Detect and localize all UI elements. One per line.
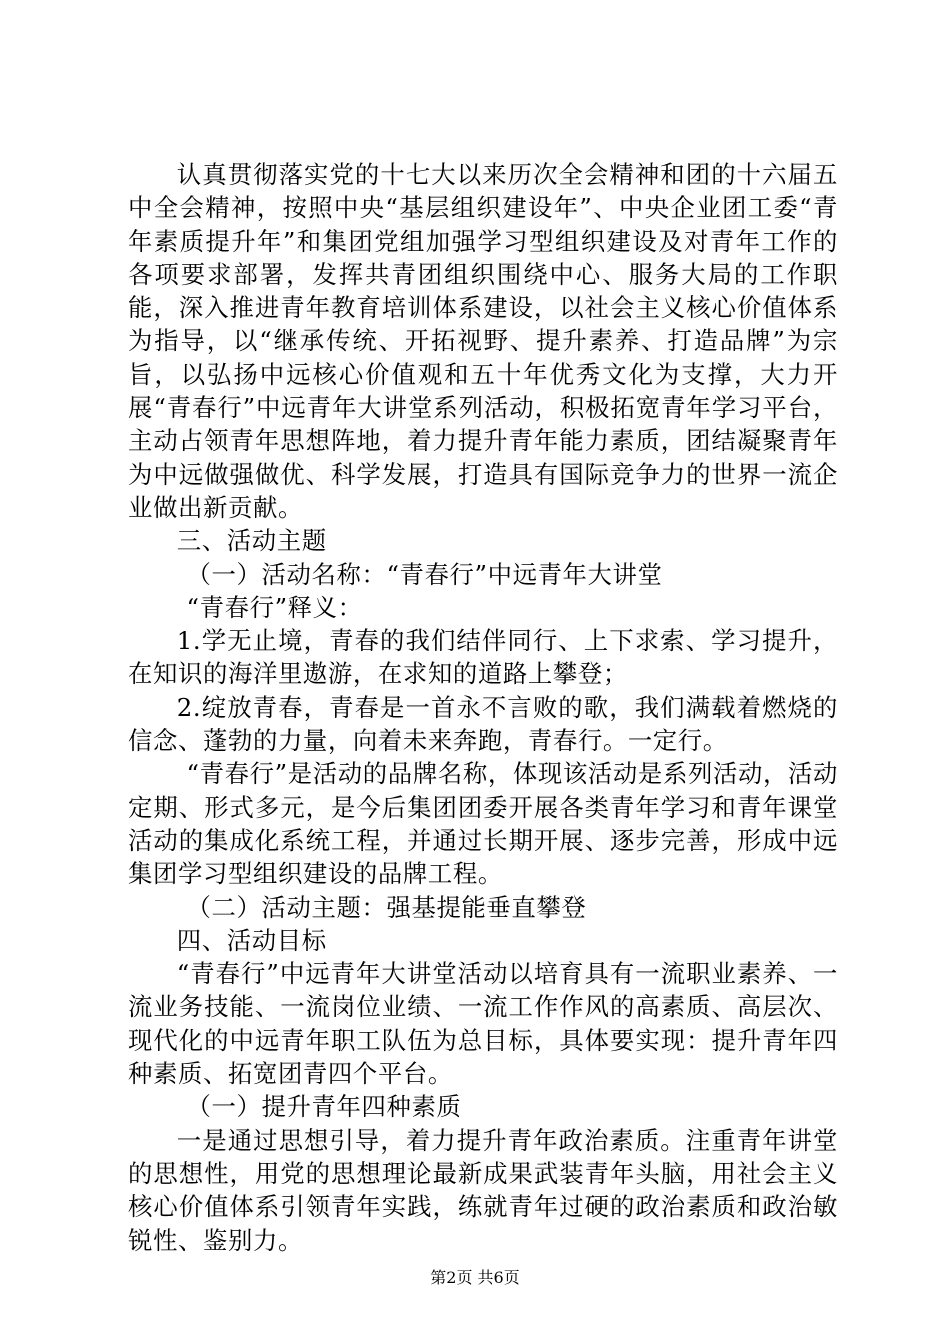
paragraph-overall-goal: “青春行”中远青年大讲堂活动以培育具有一流职业素养、一流业务技能、一流岗位业绩、一流工作作风的高素质、高层次、现代化的中远青年职工队伍为总目标，具体要实现：提升青年四种素质、拓宽团青四个平台。	[128, 959, 838, 1089]
paragraph-guiding-ideology: 认真贯彻落实党的十七大以来历次全会精神和团的十六届五中全会精神，按照中央“基层组织建设年”、中央企业团工委“青年素质提升年”和集团党组加强学习型组织建设及对青年工作的各项要求部署，发挥共青团组织围绕中心、服务大局的工作职能，深入推进青年教育培训体系建设，以社会主义核心价值体系为指导，以“继承传统、开拓视野、提升素养、打造品牌”为宗旨，以弘扬中远核心价值观和五十年优秀文化为支撑，大力开展“青春行”中远青年大讲堂系列活动，积极拓宽青年学习平台，主动占领青年思想阵地，着力提升青年能力素质，团结凝聚青年为中远做强做优、科学发展，打造具有国际竞争力的世界一流企业做出新贡献。	[128, 160, 838, 522]
label-name-meaning: “青春行”释义：	[186, 592, 363, 622]
subheading-activity-name: （一）活动名称：“青春行”中远青年大讲堂	[186, 559, 663, 589]
subheading-four-qualities: （一）提升青年四种素质	[186, 1092, 462, 1122]
heading-activity-goals: 四、活动目标	[176, 925, 327, 955]
document-body	[128, 158, 838, 1257]
heading-activity-theme: 三、活动主题	[176, 526, 327, 556]
page-number-footer: 第2页 共6页	[430, 1268, 520, 1287]
subheading-activity-theme: （二）活动主题：强基提能垂直攀登	[186, 892, 587, 922]
paragraph-political-quality: 一是通过思想引导，着力提升青年政治素质。注重青年讲堂的思想性，用党的思想理论最新成果武装青年头脑，用社会主义核心价值体系引领青年实践，练就青年过硬的政治素质和政治敏锐性、鉴别力。	[128, 1125, 838, 1255]
paragraph-meaning-1: 1.学无止境，青春的我们结伴同行、上下求索、学习提升，在知识的海洋里遨游，在求知的道路上攀登；	[128, 626, 838, 689]
paragraph-meaning-2: 2.绽放青春，青春是一首永不言败的歌，我们满载着燃烧的信念、蓬勃的力量，向着未来奔跑，青春行。一定行。	[128, 692, 838, 756]
paragraph-brand-description: “青春行”是活动的品牌名称，体现该活动是系列活动，活动定期、形式多元，是今后集团团委开展各类青年学习和青年课堂活动的集成化系统工程，并通过长期开展、逐步完善，形成中远集团学习型组织建设的品牌工程。	[128, 759, 838, 889]
